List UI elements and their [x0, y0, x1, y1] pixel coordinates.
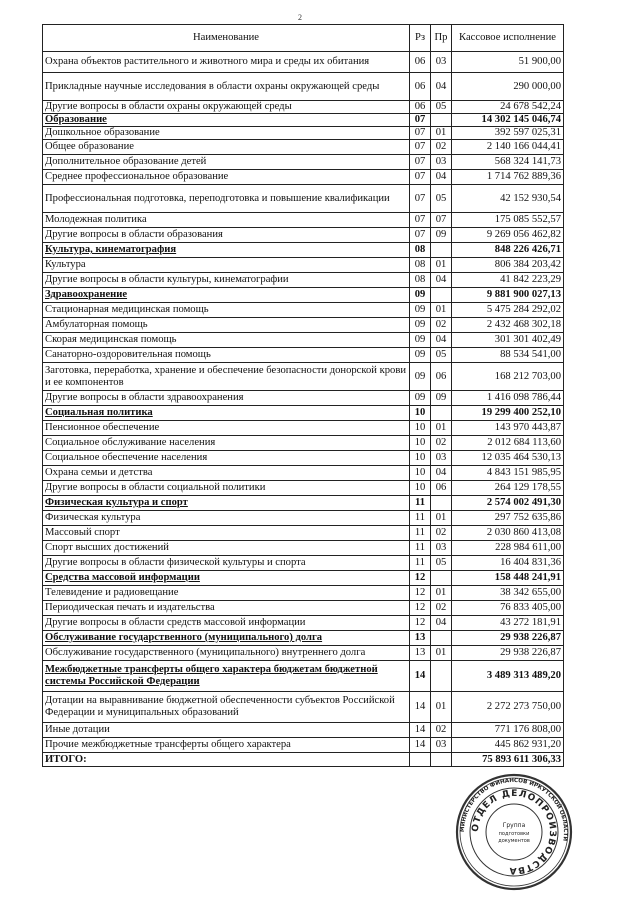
stamp-center-line-1: Группа [502, 822, 526, 829]
stamp-outer-text: МИНИСТЕРСТВО ФИНАНСОВ ИРКУТСКОЙ ОБЛАСТИ [459, 777, 569, 842]
row-pr: 02 [431, 526, 452, 541]
row-amount: 2 574 002 491,30 [452, 496, 564, 511]
table-row [43, 258, 564, 273]
row-name: Другие вопросы в области культуры, кинематографии [43, 273, 410, 288]
stamp-center-line-3: документов [498, 838, 530, 844]
row-name: Другие вопросы в области средств массовой информации [43, 616, 410, 631]
row-amount: 29 938 226,87 [452, 646, 564, 661]
row-name: Прочие межбюджетные трансферты общего характера [43, 738, 410, 753]
row-pr: 04 [431, 333, 452, 348]
table-row [43, 526, 564, 541]
row-pr: 01 [431, 692, 452, 723]
row-rz: 07 [410, 213, 431, 228]
row-pr [431, 661, 452, 692]
row-rz: 07 [410, 170, 431, 185]
row-rz: 07 [410, 127, 431, 140]
header-amount: Кассовое исполнение [452, 25, 564, 52]
row-name: Молодежная политика [43, 213, 410, 228]
row-pr: 02 [431, 140, 452, 155]
row-pr: 02 [431, 601, 452, 616]
row-name: Социальная политика [43, 406, 410, 421]
row-amount: 168 212 703,00 [452, 363, 564, 391]
table-row [43, 601, 564, 616]
row-amount: 392 597 025,31 [452, 127, 564, 140]
row-rz: 10 [410, 421, 431, 436]
department-stamp [454, 772, 574, 892]
row-pr [431, 631, 452, 646]
table-row [43, 155, 564, 170]
row-rz: 06 [410, 73, 431, 101]
row-name: Обслуживание государственного (муниципального) внутреннего долга [43, 646, 410, 661]
row-rz: 06 [410, 101, 431, 114]
row-name: Спорт высших достижений [43, 541, 410, 556]
row-rz: 08 [410, 243, 431, 258]
row-name: Культура, кинематография [43, 243, 410, 258]
total-row [43, 753, 564, 767]
row-name: Общее образование [43, 140, 410, 155]
table-row [43, 228, 564, 243]
row-rz: 07 [410, 228, 431, 243]
row-name: Среднее профессиональное образование [43, 170, 410, 185]
row-pr: 02 [431, 436, 452, 451]
row-amount: 19 299 400 252,10 [452, 406, 564, 421]
row-amount: 51 900,00 [452, 52, 564, 73]
row-rz: 10 [410, 466, 431, 481]
row-pr: 01 [431, 258, 452, 273]
row-rz: 10 [410, 451, 431, 466]
row-rz: 09 [410, 318, 431, 333]
row-name: Периодическая печать и издательства [43, 601, 410, 616]
row-name: Прикладные научные исследования в области охраны окружающей среды [43, 73, 410, 101]
row-pr: 03 [431, 738, 452, 753]
row-pr: 01 [431, 127, 452, 140]
row-rz: 13 [410, 646, 431, 661]
table-row [43, 616, 564, 631]
row-pr: 05 [431, 101, 452, 114]
row-pr [431, 288, 452, 303]
row-name: Физическая культура [43, 511, 410, 526]
row-amount: 264 129 178,55 [452, 481, 564, 496]
row-name: Здравоохранение [43, 288, 410, 303]
table-row [43, 586, 564, 601]
row-rz: 07 [410, 185, 431, 213]
row-amount: 2 030 860 413,08 [452, 526, 564, 541]
row-rz: 14 [410, 661, 431, 692]
row-amount: 38 342 655,00 [452, 586, 564, 601]
row-name: Охрана объектов растительного и животного мира и среды их обитания [43, 52, 410, 73]
row-amount: 41 842 223,29 [452, 273, 564, 288]
row-name: Другие вопросы в области здравоохранения [43, 391, 410, 406]
table-row [43, 466, 564, 481]
table-row [43, 646, 564, 661]
row-pr: 01 [431, 586, 452, 601]
row-pr: 04 [431, 170, 452, 185]
table-row [43, 127, 564, 140]
row-amount: 14 302 145 046,74 [452, 114, 564, 127]
table-row [43, 631, 564, 646]
table-row [43, 391, 564, 406]
row-amount: 228 984 611,00 [452, 541, 564, 556]
row-pr: 04 [431, 466, 452, 481]
row-name: Телевидение и радиовещание [43, 586, 410, 601]
row-rz: 09 [410, 363, 431, 391]
row-rz: 11 [410, 511, 431, 526]
row-rz: 09 [410, 391, 431, 406]
row-rz: 13 [410, 631, 431, 646]
row-pr [431, 114, 452, 127]
row-amount: 2 432 468 302,18 [452, 318, 564, 333]
row-rz: 06 [410, 52, 431, 73]
table-row [43, 511, 564, 526]
row-name: Охрана семьи и детства [43, 466, 410, 481]
row-name: Средства массовой информации [43, 571, 410, 586]
row-name: Другие вопросы в области физической культуры и спорта [43, 556, 410, 571]
table-row [43, 421, 564, 436]
total-label: ИТОГО: [43, 753, 410, 767]
total-rz [410, 753, 431, 767]
row-pr [431, 406, 452, 421]
row-amount: 2 272 273 750,00 [452, 692, 564, 723]
row-amount: 771 176 808,00 [452, 723, 564, 738]
row-pr [431, 496, 452, 511]
table-row [43, 348, 564, 363]
row-rz: 10 [410, 406, 431, 421]
table-row [43, 114, 564, 127]
row-name: Иные дотации [43, 723, 410, 738]
row-name: Пенсионное обеспечение [43, 421, 410, 436]
row-rz: 09 [410, 333, 431, 348]
table-row [43, 213, 564, 228]
row-rz: 09 [410, 303, 431, 318]
row-amount: 12 035 464 530,13 [452, 451, 564, 466]
row-pr [431, 571, 452, 586]
row-amount: 4 843 151 985,95 [452, 466, 564, 481]
row-amount: 76 833 405,00 [452, 601, 564, 616]
row-pr: 03 [431, 52, 452, 73]
row-rz: 12 [410, 586, 431, 601]
table-row [43, 185, 564, 213]
row-amount: 568 324 141,73 [452, 155, 564, 170]
row-amount: 1 416 098 786,44 [452, 391, 564, 406]
row-pr: 04 [431, 616, 452, 631]
table-row [43, 661, 564, 692]
table-row [43, 140, 564, 155]
row-amount: 42 152 930,54 [452, 185, 564, 213]
row-amount: 297 752 635,86 [452, 511, 564, 526]
row-name: Амбулаторная помощь [43, 318, 410, 333]
header-rz: Рз [410, 25, 431, 52]
row-name: Санаторно-оздоровительная помощь [43, 348, 410, 363]
table-row [43, 101, 564, 114]
table-header-row [43, 25, 564, 52]
row-rz: 08 [410, 258, 431, 273]
total-pr [431, 753, 452, 767]
row-rz: 11 [410, 541, 431, 556]
row-amount: 43 272 181,91 [452, 616, 564, 631]
row-amount: 88 534 541,00 [452, 348, 564, 363]
row-name: Массовый спорт [43, 526, 410, 541]
row-rz: 10 [410, 481, 431, 496]
row-rz: 11 [410, 496, 431, 511]
row-pr: 05 [431, 556, 452, 571]
row-rz: 14 [410, 692, 431, 723]
table-row [43, 73, 564, 101]
stamp-middle-text: ОТДЕЛ ДЕЛОПРОИЗВОДСТВА [470, 788, 558, 876]
row-pr: 03 [431, 451, 452, 466]
row-pr: 01 [431, 511, 452, 526]
table-row [43, 273, 564, 288]
row-amount: 16 404 831,36 [452, 556, 564, 571]
stamp-center-line-2: подготовки [498, 831, 530, 837]
row-amount: 3 489 313 489,20 [452, 661, 564, 692]
table-row [43, 571, 564, 586]
table-row [43, 288, 564, 303]
row-name: Физическая культура и спорт [43, 496, 410, 511]
row-name: Дотации на выравнивание бюджетной обеспеченности субъектов Российской Федерации и муниципальных образований [43, 692, 410, 723]
row-name: Дошкольное образование [43, 127, 410, 140]
page-number: 2 [298, 13, 302, 22]
table-row [43, 243, 564, 258]
row-amount: 2 140 166 044,41 [452, 140, 564, 155]
row-pr: 05 [431, 185, 452, 213]
table-row [43, 692, 564, 723]
row-name: Культура [43, 258, 410, 273]
table-row [43, 541, 564, 556]
row-name: Обслуживание государственного (муниципального) долга [43, 631, 410, 646]
table-row [43, 170, 564, 185]
row-name: Социальное обслуживание населения [43, 436, 410, 451]
row-pr: 09 [431, 391, 452, 406]
row-pr [431, 243, 452, 258]
row-rz: 14 [410, 723, 431, 738]
row-name: Образование [43, 114, 410, 127]
header-pr: Пр [431, 25, 452, 52]
table-row [43, 738, 564, 753]
row-pr: 02 [431, 318, 452, 333]
row-rz: 07 [410, 114, 431, 127]
table-row [43, 406, 564, 421]
table-row [43, 52, 564, 73]
table-row [43, 436, 564, 451]
row-pr: 01 [431, 646, 452, 661]
row-pr: 06 [431, 481, 452, 496]
row-name: Другие вопросы в области охраны окружающей среды [43, 101, 410, 114]
row-amount: 143 970 443,87 [452, 421, 564, 436]
table-row [43, 451, 564, 466]
row-rz: 10 [410, 436, 431, 451]
row-amount: 290 000,00 [452, 73, 564, 101]
row-pr: 01 [431, 303, 452, 318]
row-amount: 9 269 056 462,82 [452, 228, 564, 243]
row-name: Скорая медицинская помощь [43, 333, 410, 348]
row-amount: 445 862 931,20 [452, 738, 564, 753]
row-name: Профессиональная подготовка, переподготовка и повышение квалификации [43, 185, 410, 213]
row-name: Дополнительное образование детей [43, 155, 410, 170]
row-pr: 02 [431, 723, 452, 738]
row-amount: 806 384 203,42 [452, 258, 564, 273]
row-amount: 2 012 684 113,60 [452, 436, 564, 451]
table-row [43, 723, 564, 738]
row-rz: 07 [410, 140, 431, 155]
budget-execution-table [42, 24, 564, 767]
table-body [43, 52, 564, 753]
row-rz: 07 [410, 155, 431, 170]
row-amount: 9 881 900 027,13 [452, 288, 564, 303]
row-name: Социальное обеспечение населения [43, 451, 410, 466]
row-rz: 11 [410, 526, 431, 541]
row-rz: 12 [410, 601, 431, 616]
row-rz: 09 [410, 288, 431, 303]
row-amount: 158 448 241,91 [452, 571, 564, 586]
table-row [43, 333, 564, 348]
header-name: Наименование [43, 25, 410, 52]
table-row [43, 496, 564, 511]
row-name: Заготовка, переработка, хранение и обеспечение безопасности донорской крови и ее компонентов [43, 363, 410, 391]
row-pr: 09 [431, 228, 452, 243]
row-pr: 06 [431, 363, 452, 391]
table-row [43, 303, 564, 318]
row-rz: 12 [410, 616, 431, 631]
row-name: Стационарная медицинская помощь [43, 303, 410, 318]
row-amount: 24 678 542,24 [452, 101, 564, 114]
table-row [43, 556, 564, 571]
row-rz: 09 [410, 348, 431, 363]
stamp-graphic [454, 772, 574, 892]
row-rz: 11 [410, 556, 431, 571]
row-pr: 03 [431, 155, 452, 170]
row-amount: 848 226 426,71 [452, 243, 564, 258]
row-pr: 04 [431, 273, 452, 288]
row-name: Другие вопросы в области образования [43, 228, 410, 243]
table-row [43, 318, 564, 333]
row-amount: 5 475 284 292,02 [452, 303, 564, 318]
row-pr: 05 [431, 348, 452, 363]
row-rz: 14 [410, 738, 431, 753]
row-amount: 175 085 552,57 [452, 213, 564, 228]
row-rz: 08 [410, 273, 431, 288]
row-name: Межбюджетные трансферты общего характера бюджетам бюджетной системы Российской Федерации [43, 661, 410, 692]
table-row [43, 481, 564, 496]
row-pr: 03 [431, 541, 452, 556]
row-amount: 301 301 402,49 [452, 333, 564, 348]
row-amount: 1 714 762 889,36 [452, 170, 564, 185]
table-row [43, 363, 564, 391]
row-pr: 01 [431, 421, 452, 436]
row-pr: 04 [431, 73, 452, 101]
row-rz: 12 [410, 571, 431, 586]
row-name: Другие вопросы в области социальной политики [43, 481, 410, 496]
total-amount: 75 893 611 306,33 [452, 753, 564, 767]
row-pr: 07 [431, 213, 452, 228]
row-amount: 29 938 226,87 [452, 631, 564, 646]
